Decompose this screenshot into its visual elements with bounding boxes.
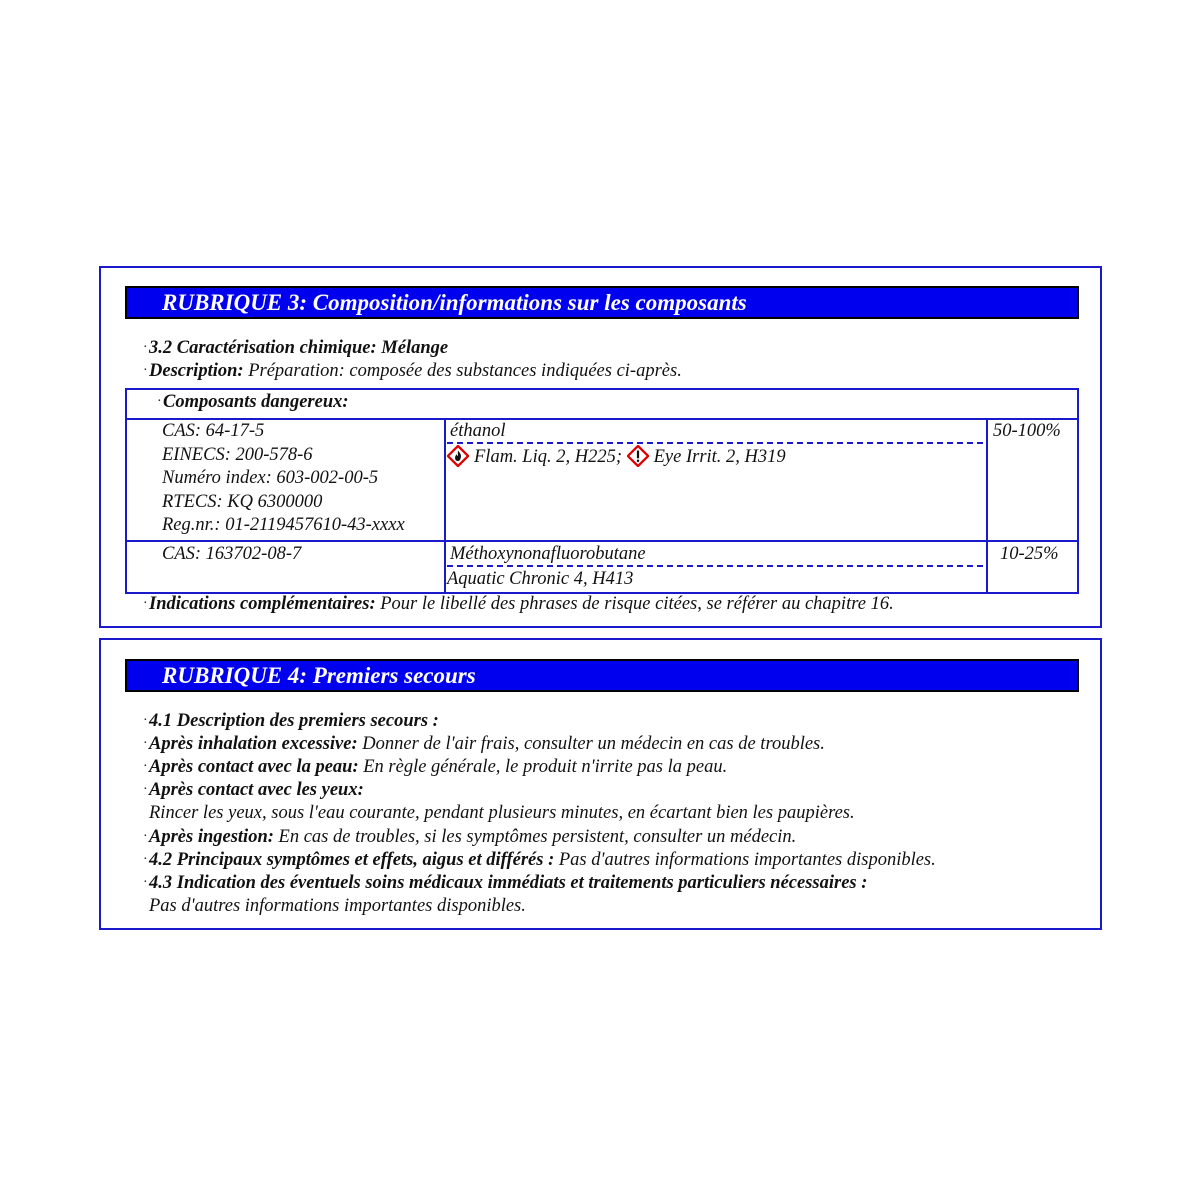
medical-care-label: · 4.3 Indication des éventuels soins médicaux immédiats et traitements particuliers nécessaires : [143, 873, 868, 893]
first-aid-description: · 4.1 Description des premiers secours : [143, 711, 439, 731]
symptoms-line: · 4.2 Principaux symptômes et effets, aigus et différés : Pas d'autres informations importantes disponibles. [143, 850, 936, 870]
after-ingestion-line: · Après ingestion: En cas de troubles, si les symptômes persistent, consulter un médecin. [143, 827, 797, 847]
table-dash-rule [447, 442, 983, 444]
table-rule [444, 418, 446, 594]
table-row-2-name: Méthoxynonafluorobutane [450, 544, 646, 564]
table-row-1-concentration: 50-100% [993, 421, 1061, 441]
table-rule [986, 418, 988, 594]
medical-care-text: Pas d'autres informations importantes disponibles. [149, 896, 526, 916]
after-eye-contact-text: Rincer les yeux, sous l'eau courante, pendant plusieurs minutes, en écartant bien les paupières. [149, 803, 855, 823]
table-row-2-ids: CAS: 163702-08-7 [162, 544, 302, 564]
description-line: · Description: Préparation: composée des substances indiquées ci-après. [143, 361, 682, 381]
section-4 [99, 638, 1102, 930]
components-table [125, 388, 1079, 594]
exclamation-pictogram-icon [627, 445, 649, 467]
table-rule [127, 540, 1077, 542]
additional-info-line: · Indications complémentaires: Pour le libellé des phrases de risque citées, se référer au chapitre 16. [143, 594, 894, 614]
section-3 [99, 266, 1102, 628]
table-row-2-concentration: 10-25% [1000, 544, 1059, 564]
after-eye-contact-label: · Après contact avec les yeux: [143, 780, 364, 800]
table-row-1-ids: CAS: 64-17-5 EINECS: 200-578-6 Numéro index: 603-002-00-5 RTECS: KQ 6300000 Reg.nr.: 01-2119457610-43-xxxx [162, 421, 405, 535]
after-inhalation-line: · Après inhalation excessive: Donner de l'air frais, consulter un médecin en cas de troubles. [143, 734, 825, 754]
flame-pictogram-icon [447, 445, 469, 467]
table-row-2-hazard: Aquatic Chronic 4, H413 [447, 569, 634, 589]
section-3-title: RUBRIQUE 3: Composition/informations sur les composants [125, 286, 1079, 319]
table-row-1-name: éthanol [450, 421, 506, 441]
components-table-title: · Composants dangereux: [157, 392, 349, 412]
chemical-characterization: · 3.2 Caractérisation chimique: Mélange [143, 338, 449, 358]
table-row-1-hazards: Flam. Liq. 2, H225; Eye Irrit. 2, H319 [447, 446, 786, 470]
after-skin-contact-line: · Après contact avec la peau: En règle générale, le produit n'irrite pas la peau. [143, 757, 728, 777]
section-4-title: RUBRIQUE 4: Premiers secours [125, 659, 1079, 692]
